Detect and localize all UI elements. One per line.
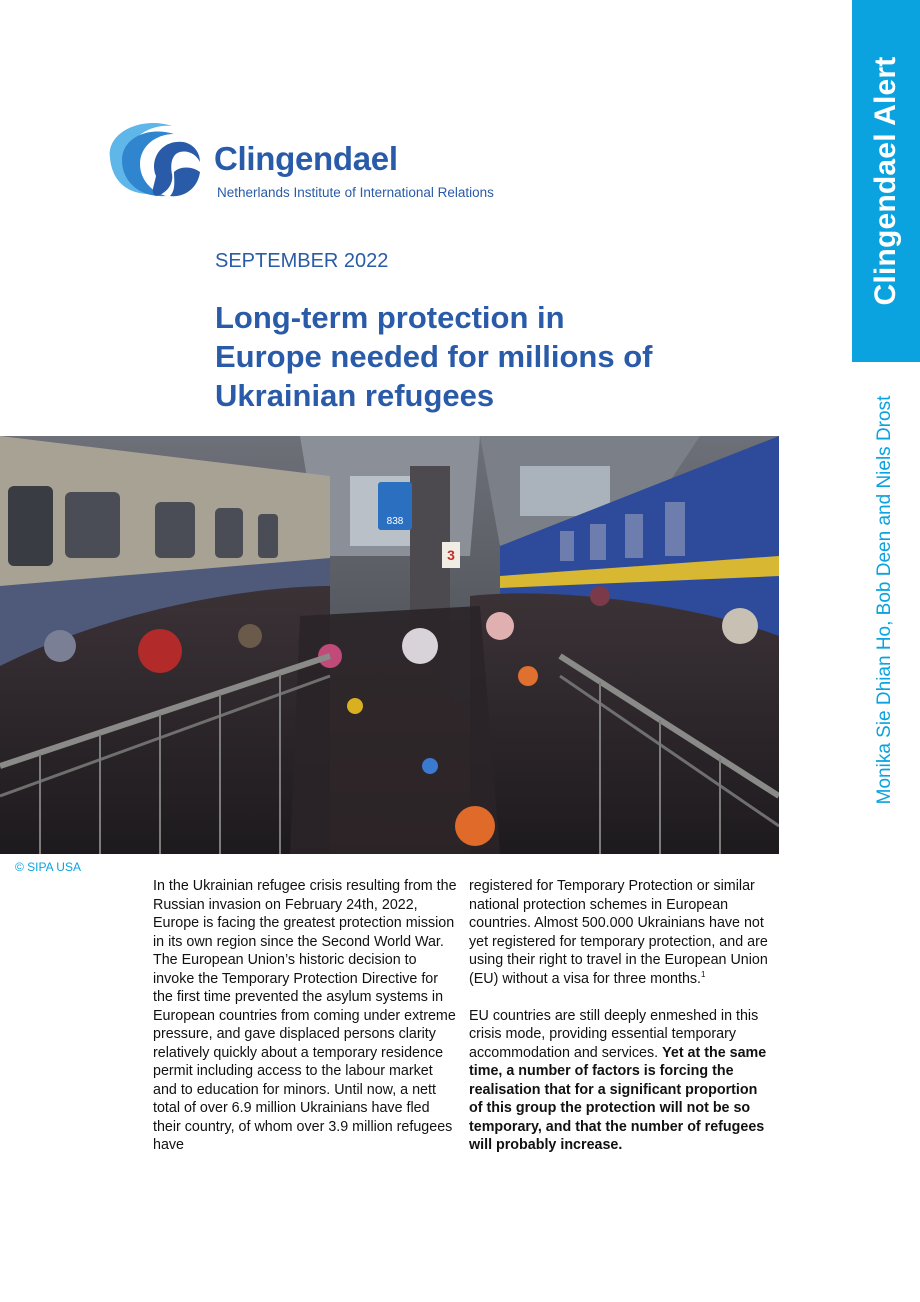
logo-name: Clingendael bbox=[214, 140, 398, 177]
clingendael-logo-icon bbox=[100, 118, 210, 200]
body-text-emphasis: Yet at the same time, a number of factors is forcing the realisation that for a significant proportion of this group the protection will not be so temporary, and that the number of refugees will probably increase. bbox=[469, 1044, 767, 1153]
body-text: EU countries are still deeply enmeshed in this crisis mode, providing essential temporary accommodation and services. bbox=[469, 1007, 759, 1061]
station-platform-image bbox=[0, 436, 779, 854]
side-tab bbox=[852, 0, 920, 362]
body-paragraph bbox=[469, 1007, 773, 1155]
track-number: 3 bbox=[447, 547, 455, 563]
body-column-1 bbox=[153, 877, 457, 1173]
photo-credit: © SIPA USA bbox=[15, 860, 81, 874]
body-column-2 bbox=[469, 877, 773, 1173]
authors: Monika Sie Dhian Ho, Bob Deen and Niels Drost bbox=[874, 395, 895, 805]
side-tab-label: Clingendael Alert bbox=[869, 56, 902, 306]
publication-date: SEPTEMBER 2022 bbox=[215, 250, 389, 272]
logo-subtitle: Netherlands Institute of International Relations bbox=[217, 185, 494, 200]
platform-board-number: 838 bbox=[386, 516, 404, 527]
footnote-marker[interactable]: 1 bbox=[701, 969, 706, 979]
body-paragraph: In the Ukrainian refugee crisis resulting from the Russian invasion on February 24th, 2022, Europe is facing the greatest protection mission in its own region since the Second World War. The European Union’s historic decision to invoke the Temporary Protection Directive for the first time prevented the asylum systems in European countries from coming under extreme pressure, and gave displaced persons clarity relatively quickly about a temporary residence permit including access to the labour market and to education for minors. Until now, a nett total of over 6.9 million Ukrainians have fled their country, of whom over 3.9 million refugees have bbox=[153, 878, 457, 1153]
cover-photo bbox=[0, 436, 779, 854]
body-text: registered for Temporary Protection or similar national protection schemes in European countries. Almost 500.000 Ukrainians have not yet registered for temporary protection, and are using their right to travel in the European Union (EU) without a visa for three months. bbox=[469, 878, 768, 987]
page-title: Long-term protection in Europe needed for millions of Ukrainian refugees bbox=[215, 300, 653, 413]
body-paragraph bbox=[469, 877, 773, 988]
